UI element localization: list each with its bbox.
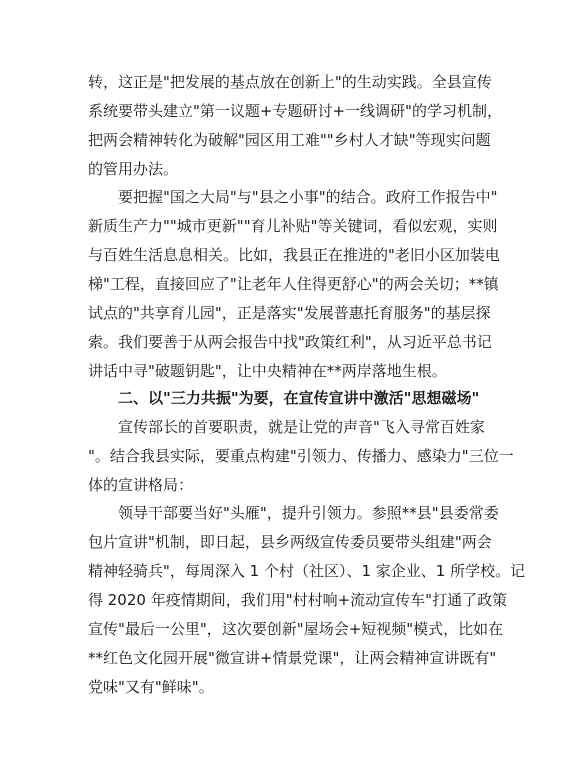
text-line: 包片宣讲"机制，即日起，县乡两级宣传委员要带头组建"两会: [88, 533, 492, 551]
text-line: 领导干部要当好"头雁"，提升引领力。参照**县"县委常委: [118, 504, 499, 522]
text-line: 试点的"共享育儿园"，正是落实"发展普惠托育服务"的基层探: [88, 304, 491, 322]
paragraph-4: [88, 499, 526, 702]
section-heading: [88, 384, 508, 413]
text-line: **红色文化园开展"微宣讲+情景党课"，让两会精神宣讲既有": [88, 649, 497, 667]
paragraph-2: [88, 183, 508, 386]
text-line: 把两会精神转化为破解"园区用工难""乡村人才缺"等现实问题: [88, 131, 491, 149]
text-line: 新质生产力""城市更新""育儿补贴"等关键词，看似宏观，实则: [88, 217, 498, 235]
text-line: 梯"工程，直接回应了"让老年人住得更舒心"的两会关切；**镇: [88, 275, 499, 293]
text-line: 的管用办法。: [88, 160, 179, 178]
text-line: "。结合我县实际，要重点构建"引领力、传播力、感染力"三位一: [88, 447, 514, 465]
text-line: 讲话中寻"破题钥匙"，让中央精神在**两岸落地生根。: [88, 362, 447, 380]
paragraph-3: [88, 413, 514, 500]
text-line: 宣传部长的首要职责，就是让党的声音"飞入寻常百姓家: [118, 418, 485, 436]
text-line: 与百姓生活息息相关。比如，我县正在推进的"老旧小区加装电: [88, 246, 500, 264]
text-line: 要把握"国之大局"与"县之小事"的结合。政府工作报告中": [118, 188, 498, 206]
text-line: 系统要带头建立"第一议题+专题研讨+一线调研"的学习机制，: [88, 102, 502, 120]
text-line: 宣传"最后一公里"，这次要创新"屋场会+短视频"模式，比如在: [88, 620, 504, 638]
text-line: 体的宣讲格局：: [88, 476, 194, 494]
text-line: 转，这正是"把发展的基点放在创新上"的生动实践。全县宣传: [88, 73, 492, 91]
text-line: 党味"又有"鲜味"。: [88, 678, 214, 696]
text-line: 精神轻骑兵"，每周深入 1 个村（社区）、1 家企业、1 所学校。记: [88, 562, 526, 580]
text-line: 得 2020 年疫情期间，我们用"村村响+流动宣传车"打通了政策: [88, 591, 508, 609]
paragraph-1: [88, 68, 508, 184]
text-line: 索。我们要善于从两会报告中找"政策红利"，从习近平总书记: [88, 333, 492, 351]
heading-text: 二、以"三力共振"为要，在宣传宣讲中激活"思想磁场": [118, 389, 480, 407]
